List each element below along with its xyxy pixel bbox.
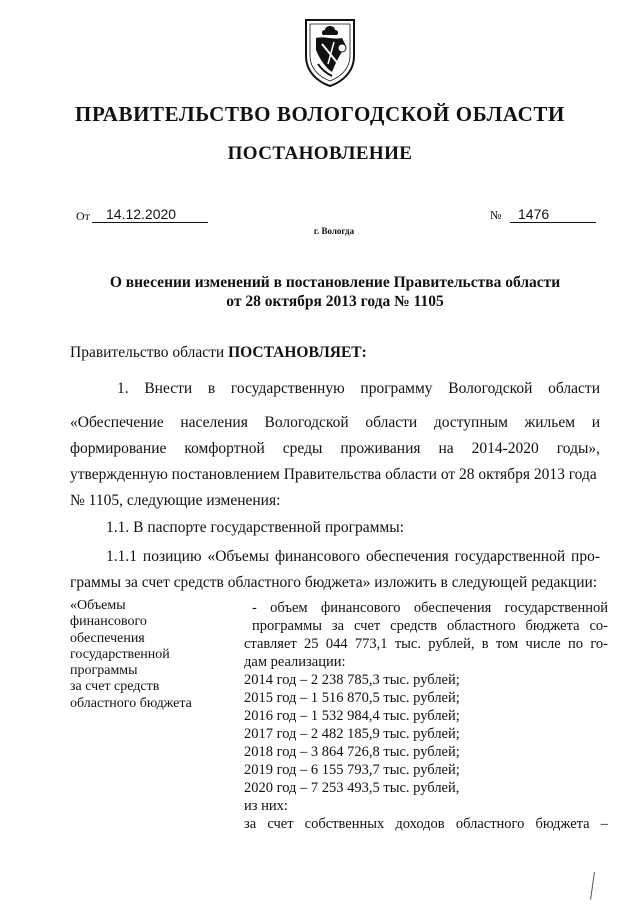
table-value-line: программы за счет средств областного бюджета со- bbox=[252, 618, 608, 634]
decree-statement bbox=[70, 344, 367, 362]
paragraph-line: 1.1.1 позицию «Объемы финансового обеспечения государственной про- bbox=[106, 548, 600, 565]
table-value-line: из них: bbox=[244, 798, 288, 814]
government-title: ПРАВИТЕЛЬСТВО ВОЛОГОДСКОЙ ОБЛАСТИ bbox=[75, 102, 565, 126]
document-type: ПОСТАНОВЛЕНИЕ bbox=[227, 143, 413, 164]
table-value-line: 2014 год – 2 238 785,3 тыс. рублей; bbox=[244, 672, 460, 688]
scan-edge-mark bbox=[590, 872, 597, 900]
paragraph-line: формирование комфортной среды проживания на 2014-2020 годы», bbox=[70, 440, 600, 457]
paragraph-line: 1. Внести в государственную программу Вологодской области bbox=[117, 380, 600, 397]
table-label-line: за счет средств bbox=[70, 679, 160, 695]
decree-keyword: ПОСТАНОВЛЯЕТ: bbox=[228, 344, 367, 361]
table-value-line: 2019 год – 6 155 793,7 тыс. рублей; bbox=[244, 762, 460, 778]
table-value-line: за счет собственных доходов областного бюджета – bbox=[244, 816, 608, 832]
table-label-line: обеспечения bbox=[70, 630, 145, 646]
city-label: г. Вологда bbox=[313, 226, 355, 236]
paragraph-line: 1.1. В паспорте государственной программы: bbox=[106, 519, 404, 536]
paragraph-line: граммы за счет средств областного бюджета» изложить в следующей редакции: bbox=[70, 574, 598, 591]
table-value-line: 2020 год – 7 253 493,5 тыс. рублей, bbox=[244, 780, 460, 796]
table-label-line: «Объемы bbox=[70, 598, 126, 613]
table-label-column bbox=[70, 598, 230, 712]
date-prefix: От bbox=[76, 209, 90, 223]
document-date: 14.12.2020 bbox=[92, 206, 208, 223]
table-label-line: государственной bbox=[70, 646, 170, 662]
decree-prefix: Правительство области bbox=[70, 344, 225, 361]
vologda-coat-of-arms-icon bbox=[302, 16, 358, 88]
subject-line: от 28 октября 2013 года № 1105 bbox=[226, 293, 444, 310]
paragraph-line: утвержденную постановлением Правительства области от 28 октября 2013 года bbox=[70, 466, 597, 483]
table-value-line: 2017 год – 2 482 185,9 тыс. рублей; bbox=[244, 726, 460, 742]
subject-line: О внесении изменений в постановление Правительства области bbox=[109, 274, 561, 291]
document-number: 1476 bbox=[510, 206, 596, 223]
table-label-line: финансового bbox=[70, 614, 147, 630]
table-value-line: дам реализации: bbox=[244, 654, 346, 670]
table-value-line: 2018 год – 3 864 726,8 тыс. рублей; bbox=[244, 744, 460, 760]
number-prefix: № bbox=[490, 208, 502, 222]
table-value-line: ставляет 25 044 773,1 тыс. рублей, в том числе по го- bbox=[244, 636, 608, 652]
table-value-line: 2015 год – 1 516 870,5 тыс. рублей; bbox=[244, 690, 460, 706]
paragraph-line: «Обеспечение населения Вологодской области доступным жильем и bbox=[70, 414, 600, 431]
table-label-line: программы bbox=[70, 663, 138, 679]
table-value-line: - объем финансового обеспечения государственной bbox=[252, 600, 608, 616]
table-value-line: 2016 год – 1 532 984,4 тыс. рублей; bbox=[244, 708, 460, 724]
table-label-line: областного бюджета bbox=[70, 695, 192, 711]
document-subject bbox=[70, 273, 600, 311]
paragraph-line: № 1105, следующие изменения: bbox=[70, 492, 281, 509]
